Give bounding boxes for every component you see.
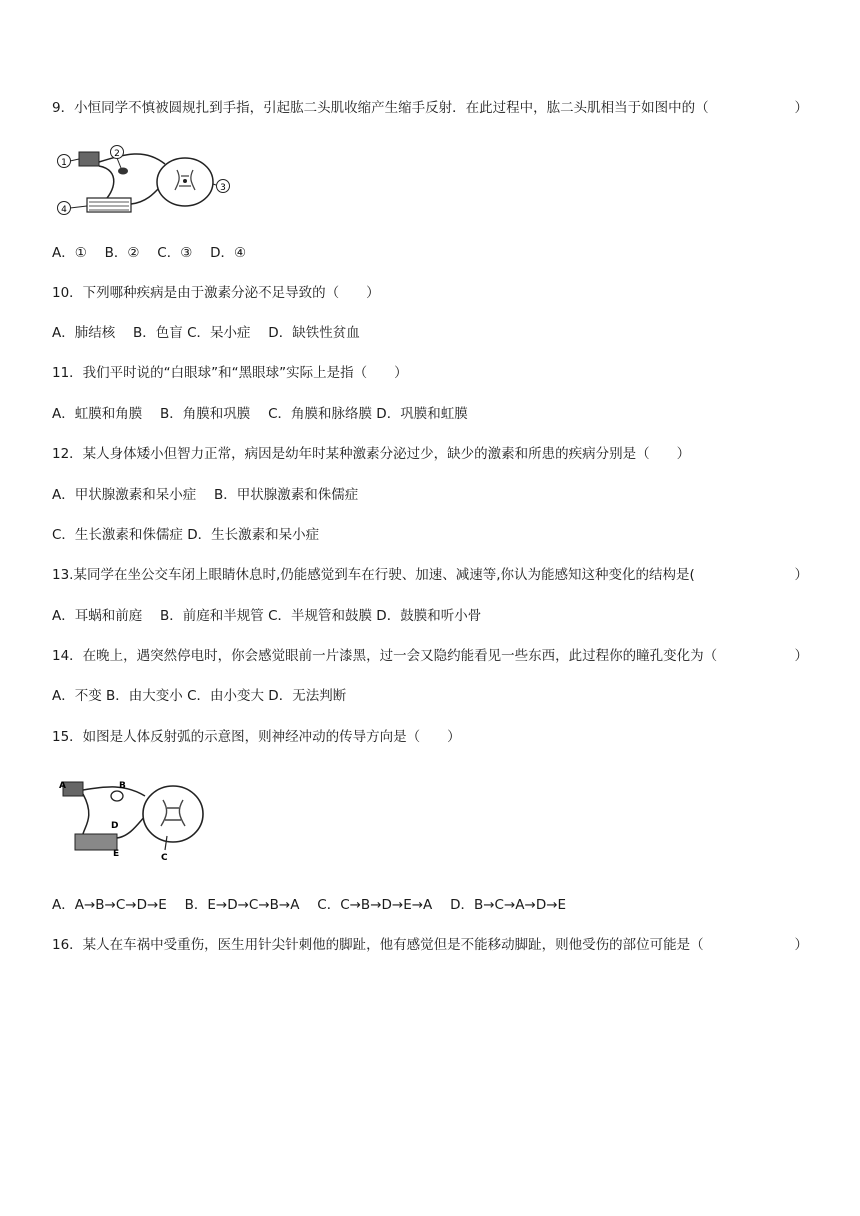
svg-text:2: 2 bbox=[114, 149, 120, 159]
question-16-close-paren: ） bbox=[794, 937, 808, 953]
question-13-stem: 13.某同学在坐公交车闭上眼睛休息时,仍能感觉到车在行驶、加速、减速等,你认为能感知这种变化的结构是( bbox=[52, 567, 695, 583]
question-9-options: A．① B．② C．③ D．④ bbox=[52, 245, 247, 261]
question-15-options: A．A→B→C→D→E B．E→D→C→B→A C．C→B→D→E→A D．B→C→A→D→E bbox=[52, 897, 567, 913]
svg-text:1: 1 bbox=[61, 158, 67, 168]
question-9-stem: 9．小恒同学不慎被圆规扎到手指，引起肱二头肌收缩产生缩手反射．在此过程中，肱二头肌相当于如图中的（ bbox=[52, 100, 709, 116]
question-12-options-line2: C．生长激素和侏儒症 D．生长激素和呆小症 bbox=[52, 527, 320, 543]
question-11-options: A．虹膜和角膜 B．角膜和巩膜 C．角膜和脉络膜 D．巩膜和虹膜 bbox=[52, 406, 468, 422]
svg-text:3: 3 bbox=[220, 183, 226, 193]
svg-text:D: D bbox=[111, 821, 119, 831]
question-12-stem: 12．某人身体矮小但智力正常，病因是幼年时某种激素分泌过少，缺少的激素和所患的疾病分别是（ ） bbox=[52, 446, 691, 462]
svg-text:4: 4 bbox=[61, 205, 67, 215]
question-10-options: A．肺结核 B．色盲 C．呆小症 D．缺铁性贫血 bbox=[52, 325, 360, 341]
question-9-close-paren: ） bbox=[794, 100, 808, 116]
question-14-options: A．不变 B．由大变小 C．由小变大 D．无法判断 bbox=[52, 688, 347, 704]
svg-text:A: A bbox=[59, 781, 66, 791]
question-13-options: A．耳蜗和前庭 B．前庭和半规管 C．半规管和鼓膜 D．鼓膜和听小骨 bbox=[52, 608, 482, 624]
question-13-close-paren: ） bbox=[794, 567, 808, 583]
svg-text:E: E bbox=[113, 849, 120, 859]
figure-reflex-arc-lettered bbox=[55, 776, 225, 868]
question-10-stem: 10．下列哪种疾病是由于激素分泌不足导致的（ ） bbox=[52, 285, 380, 301]
question-15-stem: 15．如图是人体反射弧的示意图，则神经冲动的传导方向是（ ） bbox=[52, 729, 461, 745]
question-12-options-line1: A．甲状腺激素和呆小症 B．甲状腺激素和侏儒症 bbox=[52, 487, 359, 503]
svg-text:C: C bbox=[161, 853, 168, 863]
question-11-stem: 11．我们平时说的“白眼球”和“黑眼球”实际上是指（ ） bbox=[52, 365, 408, 381]
question-14-stem: 14．在晚上，遇突然停电时，你会感觉眼前一片漆黑，过一会又隐约能看见一些东西，此过程你的瞳孔变化为（ bbox=[52, 648, 718, 664]
svg-text:B: B bbox=[119, 781, 126, 791]
question-16-stem: 16．某人在车祸中受重伤，医生用针尖针刺他的脚趾，他有感觉但是不能移动脚趾，则他受伤的部位可能是（ bbox=[52, 937, 704, 953]
receptor-block bbox=[79, 152, 99, 166]
question-14-close-paren: ） bbox=[794, 648, 808, 664]
figure-reflex-arc-numbered bbox=[55, 140, 240, 226]
